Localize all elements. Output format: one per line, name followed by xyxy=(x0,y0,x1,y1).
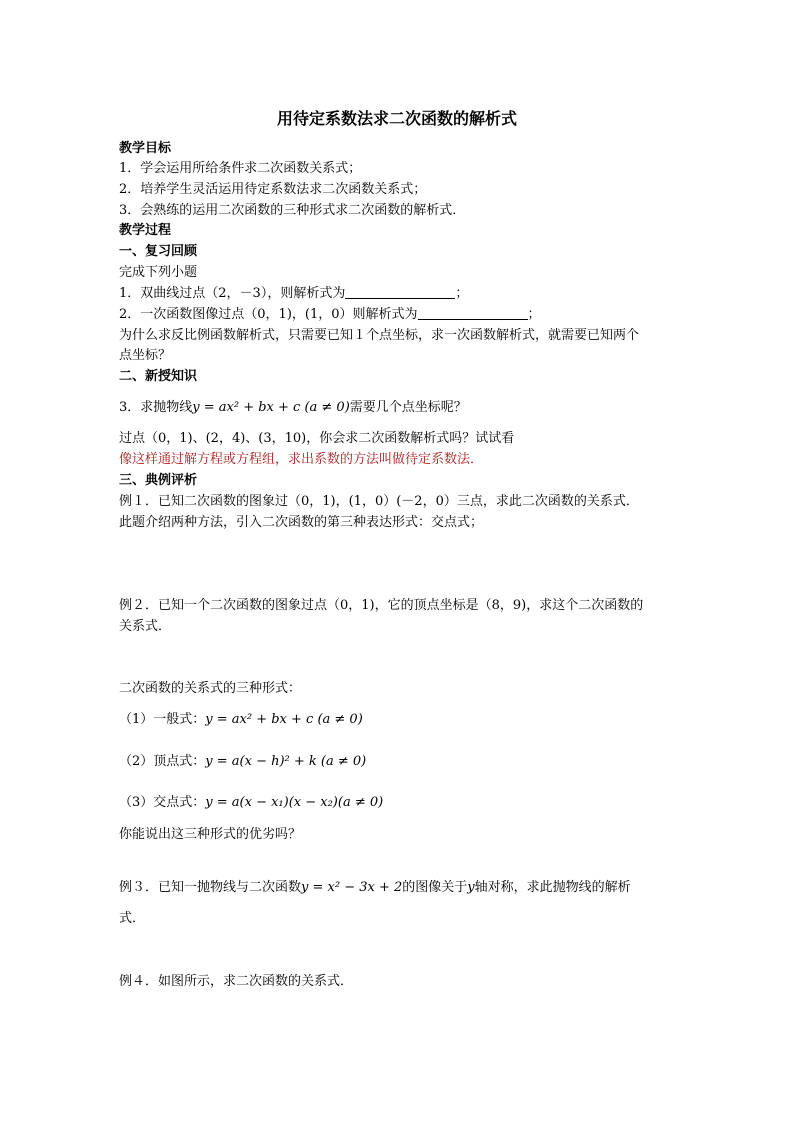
q3-text-end: 需要几个点坐标呢？ xyxy=(349,400,467,415)
points-line: 过点（0，1)、(2，4)、(3，10)，你会求二次函数解析式吗？试试看 xyxy=(119,431,515,446)
ex3-formula: y = x² − 3x + 2 xyxy=(301,880,403,895)
process-heading: 教学过程 xyxy=(119,223,172,238)
example-4: 例４．如图所示，求二次函数的关系式． xyxy=(119,974,354,989)
review-question-text-1: 为什么求反比例函数解析式，只需要已知１个点坐标，求一次函数解析式，就需要已知两个 xyxy=(119,328,640,343)
form-general-formula: y = ax² + bx + c (a ≠ 0) xyxy=(205,712,363,727)
example-3-line-1 xyxy=(119,879,631,897)
answer-blank-2[interactable] xyxy=(418,307,528,320)
review-heading: 一、复习回顾 xyxy=(119,244,198,259)
form-vertex-formula: y = a(x − h)² + k (a ≠ 0) xyxy=(205,754,367,769)
review-intro: 完成下列小题 xyxy=(119,265,198,280)
q3-formula: y = ax² + bx + c (a ≠ 0) xyxy=(192,400,350,415)
example-3-line-2: 式． xyxy=(119,911,146,926)
form-general xyxy=(119,711,363,729)
goal-item-2: 2．培养学生灵活运用待定系数法求二次函数关系式； xyxy=(119,182,427,197)
review-q1-text: 1．双曲线过点（2，－3），则解析式为 xyxy=(119,286,346,301)
forms-intro: 二次函数的关系式的三种形式： xyxy=(119,681,302,696)
answer-blank-1[interactable] xyxy=(345,286,455,299)
review-question-text-2: 点坐标？ xyxy=(119,348,172,363)
q3-text: 3．求抛物线 xyxy=(119,400,193,415)
goal-item-1: 1．学会运用所给条件求二次函数关系式； xyxy=(119,161,362,176)
form-general-label: （1）一般式： xyxy=(119,712,206,727)
goal-item-3: 3．会熟练的运用二次函数的三种形式求二次函数的解析式． xyxy=(119,203,466,218)
form-intercept xyxy=(119,794,383,812)
review-q1-end: ； xyxy=(455,286,469,301)
new-knowledge-heading: 二、新授知识 xyxy=(119,369,198,384)
review-question-1 xyxy=(119,285,468,303)
method-definition: 像这样通过解方程或方程组，求出系数的方法叫做待定系数法． xyxy=(119,452,484,467)
form-vertex xyxy=(119,753,366,771)
goals-heading: 教学目标 xyxy=(119,141,172,156)
examples-heading: 三、典例评析 xyxy=(119,473,198,488)
page-title: 用待定系数法求二次函数的解析式 xyxy=(276,109,517,128)
example-1-line-2: 此题介绍两种方法，引入二次函数的第三种表达形式：交点式； xyxy=(119,515,484,530)
form-vertex-label: （2）顶点式： xyxy=(119,754,206,769)
forms-question: 你能说出这三种形式的优劣吗？ xyxy=(119,827,302,842)
ex3-text-end: 轴对称，求此抛物线的解析 xyxy=(474,880,631,895)
review-q2-text: 2．一次函数图像过点（0，1)，(1，0）则解析式为 xyxy=(119,307,418,322)
example-2-line-1: 例２．已知一个二次函数的图象过点（0，1)，它的顶点坐标是（8，9)，求这个二次函数的 xyxy=(119,598,644,613)
ex3-text: 例３．已知一抛物线与二次函数 xyxy=(119,880,302,895)
example-1-line-1: 例１．已知二次函数的图象过（0，1)，(1，0）(－2，0）三点，求此二次函数的关系式． xyxy=(119,494,639,509)
form-intercept-formula: y = a(x − x₁)(x − x₂)(a ≠ 0) xyxy=(205,795,384,810)
example-2-line-2: 关系式． xyxy=(119,619,172,634)
review-q2-end: ； xyxy=(527,307,541,322)
form-intercept-label: （3）交点式： xyxy=(119,795,206,810)
ex3-text-mid: 的图像关于 xyxy=(402,880,468,895)
question-3 xyxy=(119,399,467,417)
ex3-axis: y xyxy=(467,880,475,895)
review-question-2 xyxy=(119,306,541,324)
